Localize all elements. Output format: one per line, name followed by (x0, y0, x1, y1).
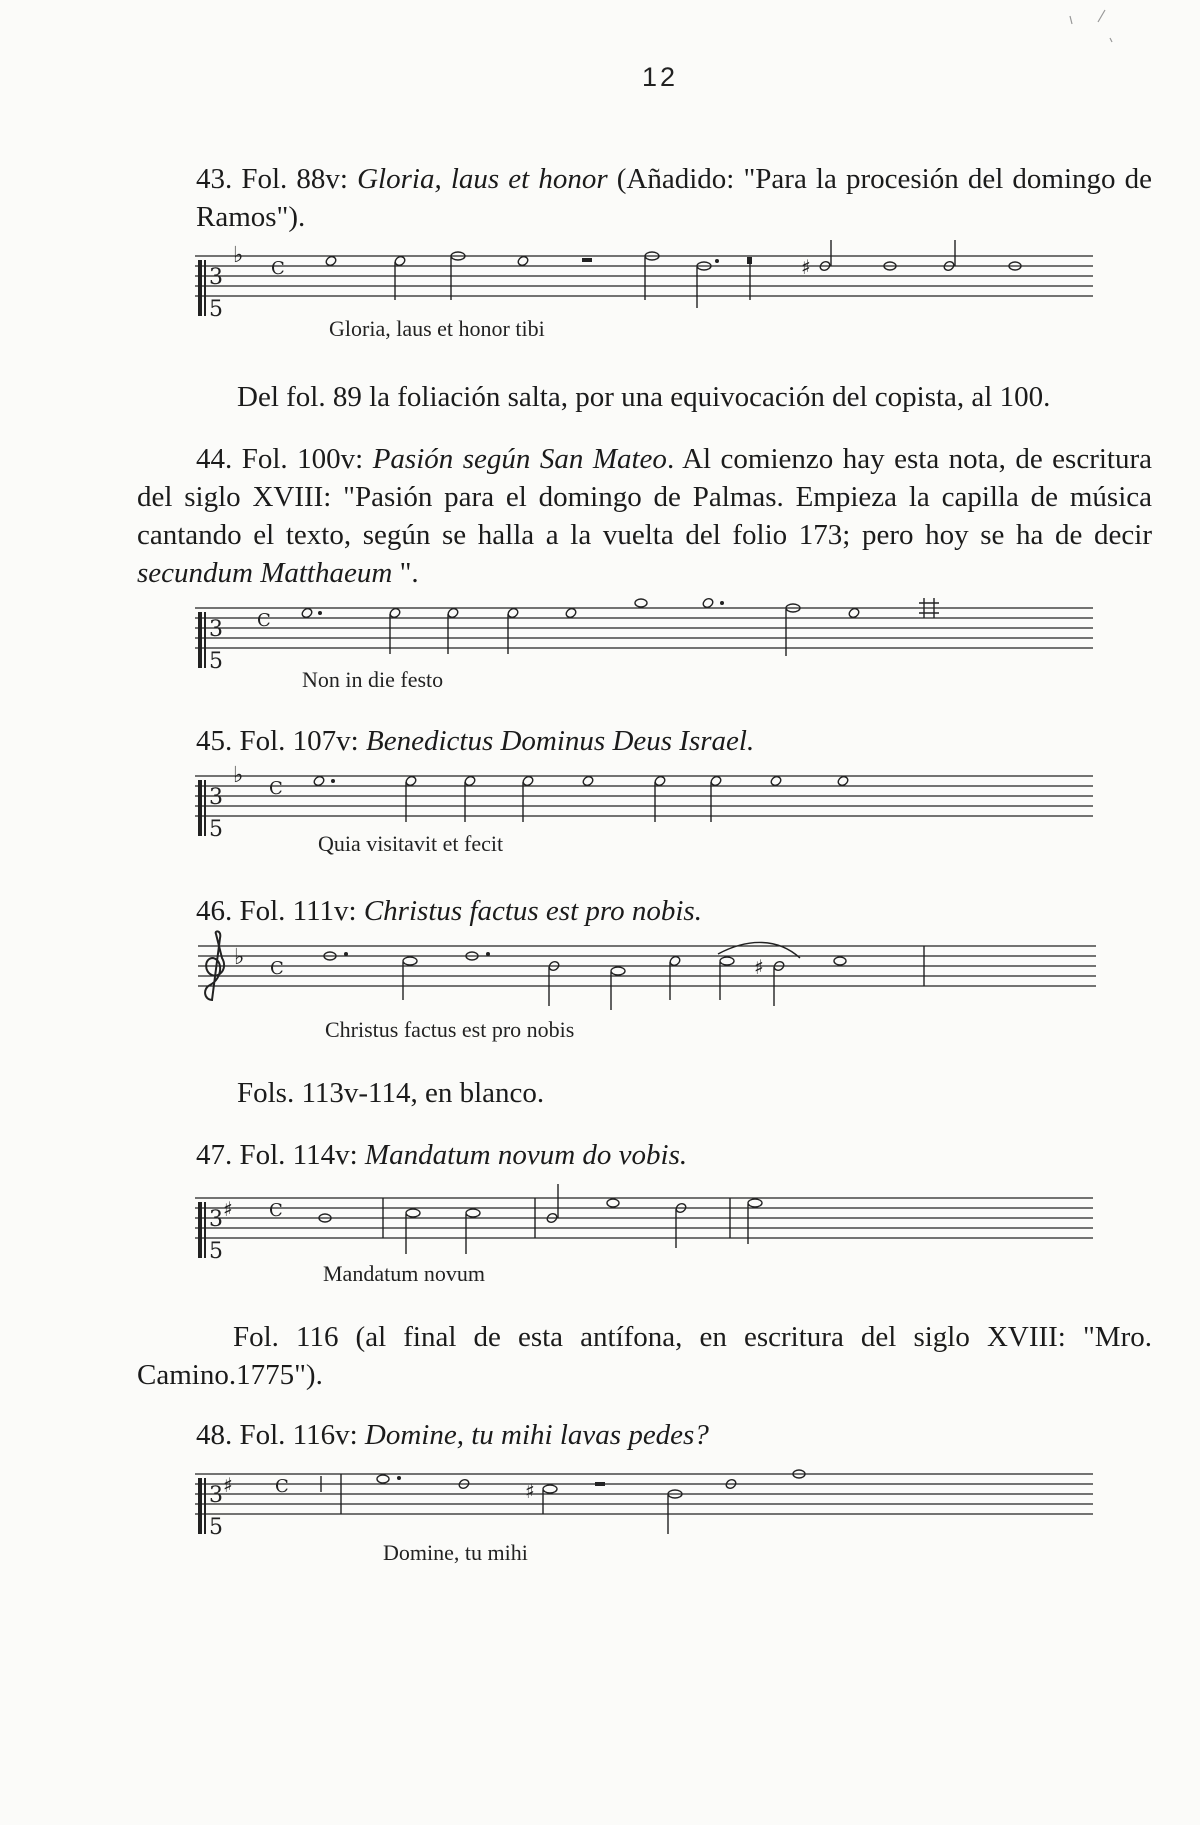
staff-45 (195, 760, 1095, 840)
svg-text:C: C (270, 958, 284, 979)
svg-text:5: 5 (209, 649, 223, 674)
entry-43-heading: 43. Fol. 88v: Gloria, laus et honor (Añadido: "Para la procesión del domingo de Ramos"). (196, 163, 1152, 233)
entry-48-heading: 48. Fol. 116v: Domine, tu mihi lavas pedes? (196, 1419, 709, 1451)
svg-text:C: C (275, 1476, 289, 1497)
incipit-43: Gloria, laus et honor tibi (329, 316, 545, 341)
note-fol-89: Del fol. 89 la foliación salta, por una equivocación del copista, al 100. (237, 381, 1051, 413)
svg-text:5: 5 (209, 1515, 223, 1540)
flat-sign: ♭ (233, 243, 244, 268)
time-signature: C (271, 258, 285, 279)
sharp-sign: ♯ (801, 255, 811, 279)
scan-mark (1050, 8, 1140, 48)
clef-sub-number: 5 (209, 297, 223, 320)
staff-48 (195, 1458, 1095, 1540)
svg-text:3: 3 (209, 1207, 223, 1232)
svg-text:♭: ♭ (234, 945, 245, 970)
entry-46-heading: 46. Fol. 111v: Christus factus est pro nobis. (196, 895, 702, 927)
svg-text:C: C (269, 1200, 283, 1221)
svg-text:♯: ♯ (223, 1473, 233, 1497)
c-clef-number: 3 (209, 265, 223, 290)
svg-text:♯: ♯ (223, 1197, 233, 1221)
staff-44 (195, 592, 1095, 674)
svg-text:♯: ♯ (754, 955, 764, 979)
entry-44-heading: 44. Fol. 100v: Pasión según San Mateo. Al comienzo hay esta nota, de escritura del siglo XVIII: "Pasión para el domingo de Palmas. Empieza la capilla de música cantando el texto, según se halla a la vuelta del folio 173; pero hoy se ha de decir secundum Matthaeum ". (137, 443, 1153, 589)
svg-text:5: 5 (209, 817, 223, 840)
note-fol-116: Fol. 116 (al final de esta antífona, en escritura del siglo XVIII: "Mro. Camino.1775"). (137, 1321, 1152, 1391)
incipit-46: Christus factus est pro nobis (325, 1017, 575, 1042)
staff-46 (198, 930, 1098, 1012)
svg-text:C: C (269, 778, 283, 799)
svg-text:3: 3 (209, 785, 223, 810)
incipit-44: Non in die festo (302, 667, 444, 692)
svg-text:C: C (257, 610, 271, 631)
incipit-45: Quia visitavit et fecit (318, 831, 504, 856)
staff-43 (195, 240, 1095, 320)
staff-47 (195, 1182, 1095, 1264)
entry-47-heading: 47. Fol. 114v: Mandatum novum do vobis. (196, 1139, 688, 1171)
svg-text:3: 3 (209, 1483, 223, 1508)
entry-45-heading: 45. Fol. 107v: Benedictus Dominus Deus Israel. (196, 725, 755, 757)
svg-text:♯: ♯ (525, 1479, 535, 1503)
svg-text:5: 5 (209, 1239, 223, 1264)
note-fols-113-114: Fols. 113v-114, en blanco. (237, 1077, 545, 1109)
svg-text:3: 3 (209, 617, 223, 642)
page-number: 12 (641, 62, 679, 92)
incipit-47: Mandatum novum (323, 1261, 485, 1286)
incipit-48: Domine, tu mihi (383, 1540, 528, 1565)
svg-text:♭: ♭ (233, 763, 244, 788)
